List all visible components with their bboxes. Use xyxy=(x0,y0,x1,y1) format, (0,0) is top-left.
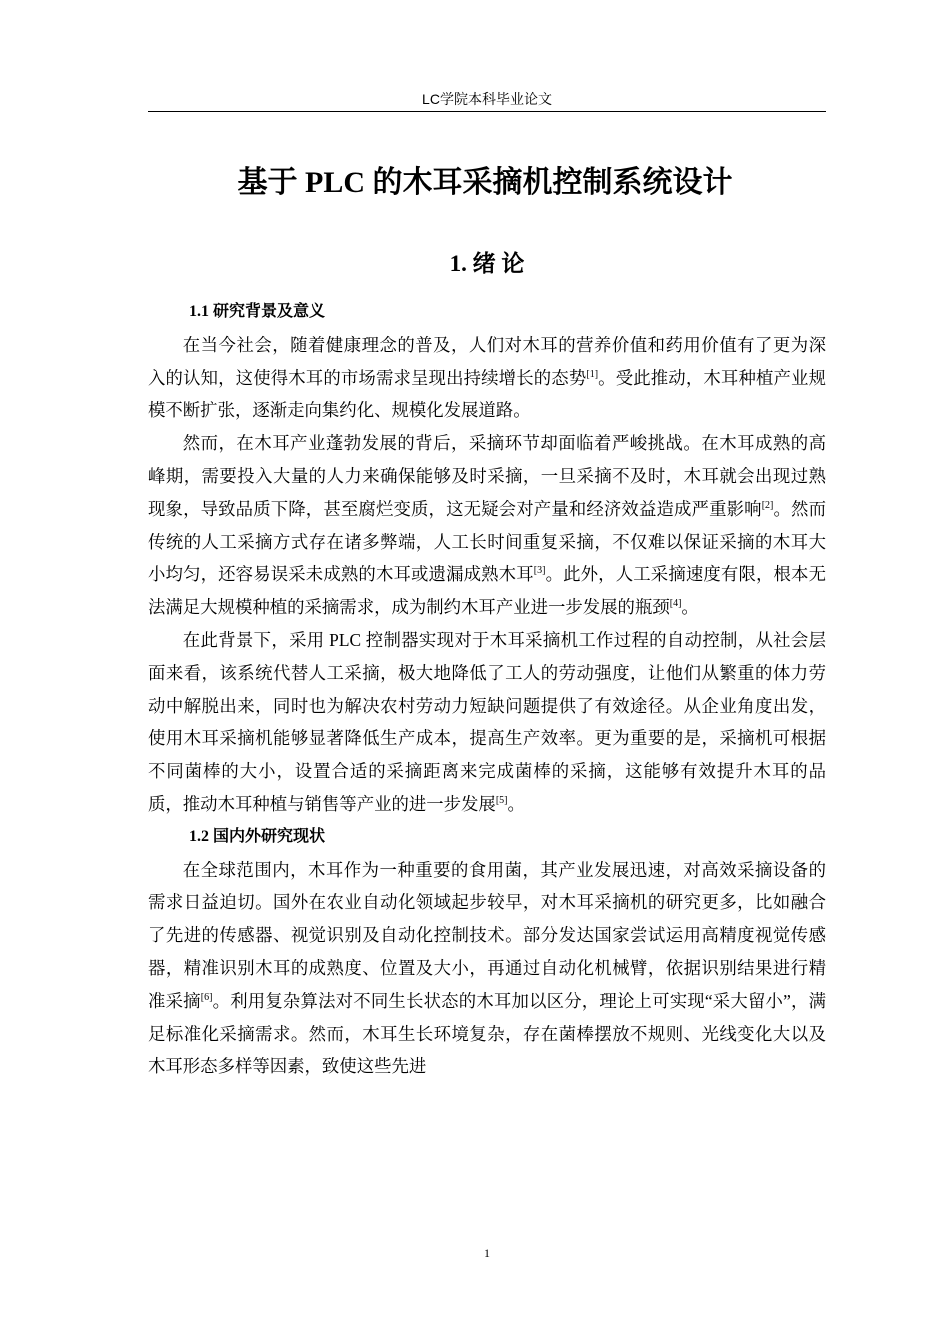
paragraph: 在当今社会，随着健康理念的普及，人们对木耳的营养价值和药用价值有了更为深入的认知，这使得木耳的市场需求呈现出持续增长的态势[1]。受此推动，木耳种植产业规模不断扩张，逐渐走向集约化、规模化发展道路。 xyxy=(148,334,826,421)
section-heading: 1.1 研究背景及意义 xyxy=(189,303,326,320)
citation-ref: [5] xyxy=(495,795,508,807)
paragraph: 然而，在木耳产业蓬勃发展的背后，采摘环节却面临着严峻挑战。在木耳成熟的高峰期，需要投入大量的人力来确保能够及时采摘，一旦采摘不及时，木耳就会出现过熟现象，导致品质下降，甚至腐烂变质，这无疑会对产量和经济效益造成严重影响[2]。然而传统的人工采摘方式存在诸多弊端，人工长时间重复采摘，不仅难以保证采摘的木耳大小均匀，还容易误采未成熟的木耳或遗漏成熟木耳[3]。此外，人工采摘速度有限，根本无法满足大规模种植的采摘需求，成为制约木耳产业进一步发展的瓶颈[4]。 xyxy=(148,433,826,618)
header-divider xyxy=(148,111,826,112)
page-number: 1 xyxy=(484,1246,490,1260)
citation-ref: [2] xyxy=(761,499,774,511)
citation-ref: [6] xyxy=(200,991,213,1003)
citation-ref: [1] xyxy=(586,368,599,380)
paragraph: 在此背景下，采用 PLC 控制器实现对于木耳采摘机工作过程的自动控制，从社会层面来看，该系统代替人工采摘，极大地降低了工人的劳动强度，让他们从繁重的体力劳动中解脱出来，同时也为解决农村劳动力短缺问题提供了有效途径。从企业角度出发，使用木耳采摘机能够显著降低生产成本，提高生产效率。更为重要的是，采摘机可根据不同菌棒的大小，设置合适的采摘距离来完成菌棒的采摘，这能够有效提升木耳的品质，推动木耳种植与销售等产业的进一步发展[5]。 xyxy=(148,629,826,814)
section-heading: 1.2 国内外研究现状 xyxy=(189,827,326,845)
paragraph: 在全球范围内，木耳作为一种重要的食用菌，其产业发展迅速，对高效采摘设备的需求日益迫切。国外在农业自动化领域起步较早，对木耳采摘机的研究更多，比如融合了先进的传感器、视觉识别及自动化控制技术。部分发达国家尝试运用高精度视觉传感器，精准识别木耳的成熟度、位置及大小，再通过自动化机械臂，依据识别结果进行精准采摘[6]。利用复杂算法对不同生长状态的木耳加以区分，理论上可实现“采大留小”，满足标准化采摘需求。然而，木耳生长环境复杂，存在菌棒摆放不规则、光线变化大以及木耳形态多样等因素，致使这些先进 xyxy=(148,859,826,1077)
body-text xyxy=(148,296,826,1083)
citation-ref: [4] xyxy=(669,598,682,610)
thesis-title: 基于 PLC 的木耳采摘机控制系统设计 xyxy=(237,166,733,199)
running-header: LC学院本科毕业论文 xyxy=(422,91,552,107)
citation-ref: [3] xyxy=(533,565,546,577)
chapter-heading: 1. 绪 论 xyxy=(449,251,525,276)
